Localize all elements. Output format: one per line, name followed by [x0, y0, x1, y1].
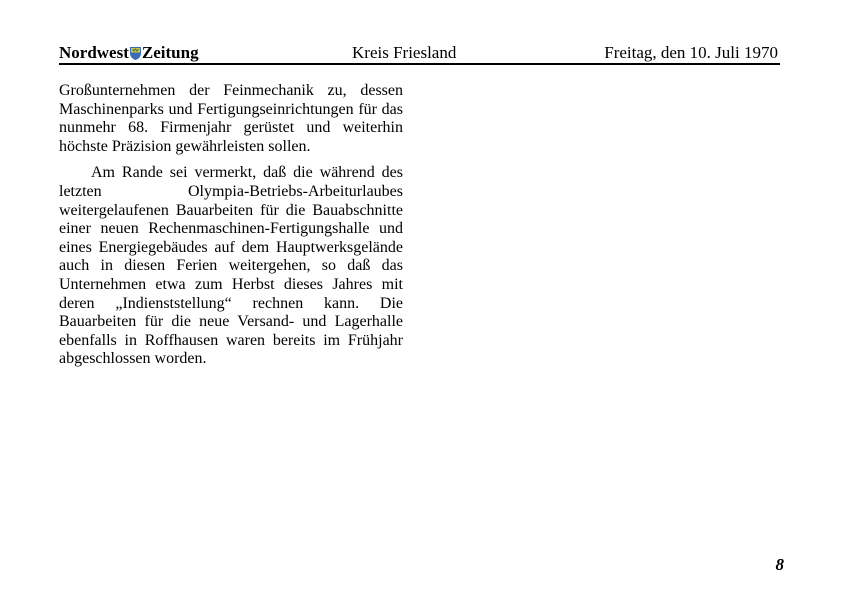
article-paragraph: Am Rande sei vermerkt, daß die während des letzten Olympia-Betriebs-Arbeiturlaubes weitergelaufenen Bauarbeiten für die Bauabschnitte einer neuen Rechenmaschinen-Fertigungshalle und eines Energiegebäudes auf dem Hauptwerksgelände auch in diesen Ferien weitergehen, so daß das Unternehmen etwa zum Herbst dieses Jahres mit deren „Indienststellung“ rechnen kann. Die Bauarbeiten für die neue Versand- und Lagerhalle ebenfalls in Roffhausen waren bereits im Frühjahr abgeschlossen worden. — [59, 164, 403, 368]
issue-date: Freitag, den 10. Juli 1970 — [604, 43, 778, 62]
article-paragraph: Großunternehmen der Feinmechanik zu, dessen Maschinenparks und Fertigungseinrichtungen für das nunmehr 68. Firmenjahr gerüstet und weiterhin höchste Präzision gewährleisten sollen. — [59, 82, 403, 155]
article-column — [59, 82, 403, 369]
masthead-word-left: Nordwest — [59, 43, 129, 62]
page-header — [59, 43, 780, 65]
newspaper-masthead — [59, 43, 199, 63]
section-title: Kreis Friesland — [352, 43, 457, 62]
masthead-word-right: Zeitung — [141, 43, 199, 62]
coat-of-arms-icon — [130, 47, 141, 60]
page-number: 8 — [775, 555, 784, 574]
